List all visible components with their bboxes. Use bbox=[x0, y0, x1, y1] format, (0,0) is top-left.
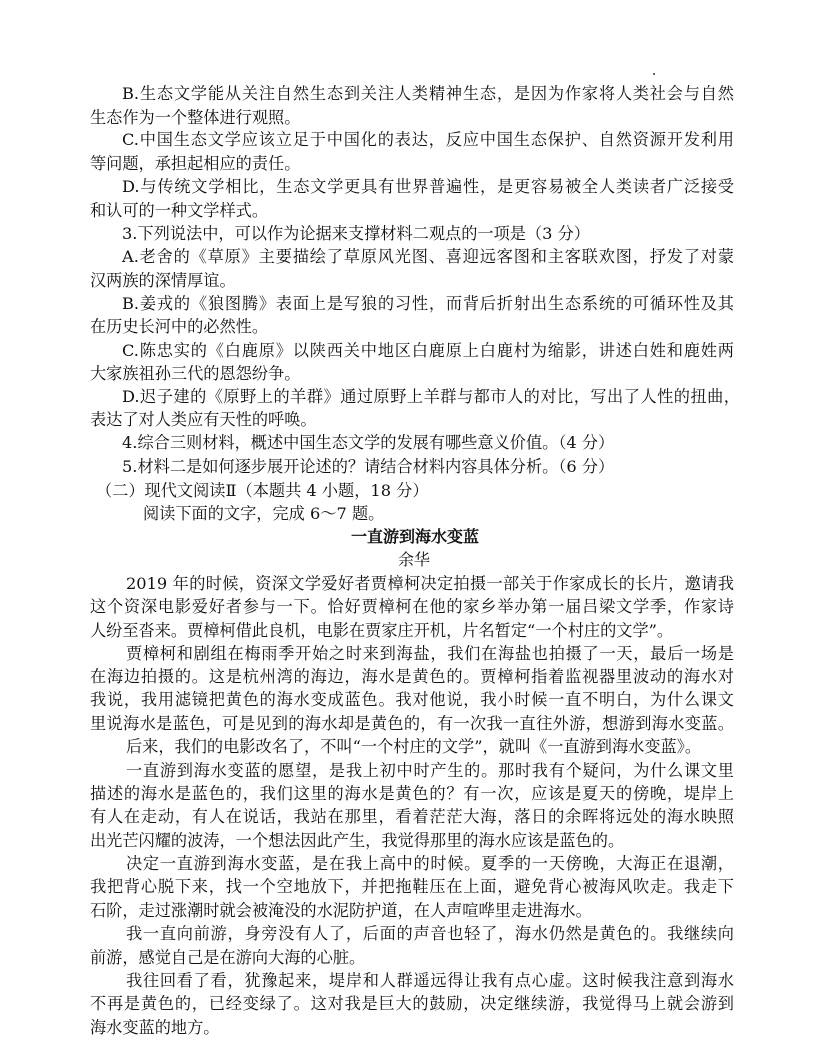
text-line: 在历史长河中的必然性。 bbox=[90, 317, 269, 336]
paragraph-line: 石阶，走过涨潮时就会被淹没的水泥防护道，在人声喧哗里走进海水。 bbox=[90, 901, 592, 920]
paragraph-line: 海水变蓝的地方。 bbox=[90, 1018, 220, 1037]
paragraph-line: 在海边拍摄的。这是杭州湾的海边，海水是黄色的。贾樟柯指着监视器里波动的海水对 bbox=[90, 667, 734, 686]
text-line: 汉两族的深情厚谊。 bbox=[90, 271, 236, 290]
text-line: 等问题，承担起相应的责任。 bbox=[90, 154, 301, 173]
text-line: B.生态文学能从关注自然生态到关注人类精神生态，是因为作家将人类社会与自然 bbox=[122, 84, 734, 103]
paragraph-line: 我说，我用滤镜把黄色的海水变成蓝色。我对他说，我小时候一直不明白，为什么课文 bbox=[90, 690, 734, 709]
text-line: 表达了对人类应有天性的呼唤。 bbox=[90, 410, 317, 429]
text-line: B.姜戎的《狼图腾》表面上是写狼的习性，而背后折射出生态系统的可循环性及其 bbox=[122, 294, 734, 313]
article-author: 余华 bbox=[397, 550, 430, 569]
text-line: D.迟子建的《原野上的羊群》通过原野上羊群与都市人的对比，写出了人性的扭曲， bbox=[122, 387, 740, 406]
article-title: 一直游到海水变蓝 bbox=[350, 527, 479, 546]
paragraph-line: 这个资深电影爱好者参与一下。恰好贾樟柯在他的家乡举办第一届吕梁文学季，作家诗 bbox=[90, 597, 734, 616]
paragraph-line: 后来，我们的电影改名了，不叫“一个村庄的文学”，就叫《一直游到海水变蓝》。 bbox=[126, 737, 702, 756]
paragraph-line: 人纷至沓来。贾樟柯借此良机，电影在贾家庄开机，片名暂定“一个村庄的文学”。 bbox=[90, 621, 674, 640]
paragraph-line: 2019 年的时候，资深文学爱好者贾樟柯决定拍摄一部关于作家成长的长片，邀请我 bbox=[126, 574, 734, 593]
question-5: 5.材料二是如何逐步展开论述的？请结合材料内容具体分析。（6 分） bbox=[122, 457, 615, 476]
paragraph-line: 出光芒闪耀的波涛，一个想法因此产生，我觉得那里的海水应该是蓝色的。 bbox=[90, 831, 625, 850]
paragraph-line: 描述的海水是蓝色的，我们这里的海水是黄色的？有一次，应该是夏天的傍晚，堤岸上 bbox=[90, 784, 734, 803]
text-line: C.中国生态文学应该立足于中国化的表达，反应中国生态保护、自然资源开发利用 bbox=[122, 130, 734, 149]
paragraph-line: 一直游到海水变蓝的愿望，是我上初中时产生的。那时我有个疑问，为什么课文里 bbox=[126, 761, 734, 780]
paragraph-line: 我往回看了看，犹豫起来，堤岸和人群遥远得让我有点心虚。这时候我注意到海水 bbox=[126, 971, 734, 990]
text-line: D.与传统文学相比，生态文学更具有世界普遍性，是更容易被全人类读者广泛接受 bbox=[122, 177, 734, 196]
text-line: 生态作为一个整体进行观照。 bbox=[90, 108, 301, 127]
paragraph-line: 里说海水是蓝色，可是见到的海水却是黄色的，有一次我一直往外游，想游到海水变蓝。 bbox=[90, 714, 734, 733]
text-line: C.陈忠实的《白鹿原》以陕西关中地区白鹿原上白鹿村为缩影，讲述白姓和鹿姓两 bbox=[122, 341, 734, 360]
question-4: 4.综合三则材料，概述中国生态文学的发展有哪些意义价值。（4 分） bbox=[122, 433, 615, 452]
text-line: 和认可的一种文学样式。 bbox=[90, 201, 269, 220]
scan-speck bbox=[653, 73, 655, 75]
paragraph-line: 不再是黄色的，已经变绿了。这对我是巨大的鼓励，决定继续游，我觉得马上就会游到 bbox=[90, 994, 734, 1013]
question-3-stem: 3.下列说法中，可以作为论据来支撑材料二观点的一项是（3 分） bbox=[122, 224, 590, 243]
paragraph-line: 我把背心脱下来，找一个空地放下，并把拖鞋压在上面，避免背心被海风吹走。我走下 bbox=[90, 877, 734, 896]
text-line: 大家族祖孙三代的恩怨纷争。 bbox=[90, 364, 301, 383]
paragraph-line: 决定一直游到海水变蓝，是在我上高中的时候。夏季的一天傍晚，大海正在退潮， bbox=[126, 854, 734, 873]
paragraph-line: 有人在走动，有人在说话，我站在那里，看着茫茫大海，落日的余晖将远处的海水映照 bbox=[90, 807, 734, 826]
section-heading: （二）现代文阅读Ⅱ（本题共 4 小题，18 分） bbox=[96, 481, 429, 500]
instruction: 阅读下面的文字，完成 6～7 题。 bbox=[143, 504, 385, 523]
paragraph-line: 贾樟柯和剧组在梅雨季开始之时来到海盐，我们在海盐也拍摄了一天，最后一场是 bbox=[126, 644, 734, 663]
text-line: A.老舍的《草原》主要描绘了草原风光图、喜迎远客图和主客联欢图，抒发了对蒙 bbox=[122, 247, 734, 266]
paragraph-line: 前游，感觉自己是在游向大海的心脏。 bbox=[90, 948, 366, 967]
paragraph-line: 我一直向前游，身旁没有人了，后面的声音也轻了，海水仍然是黄色的。我继续向 bbox=[126, 924, 734, 943]
